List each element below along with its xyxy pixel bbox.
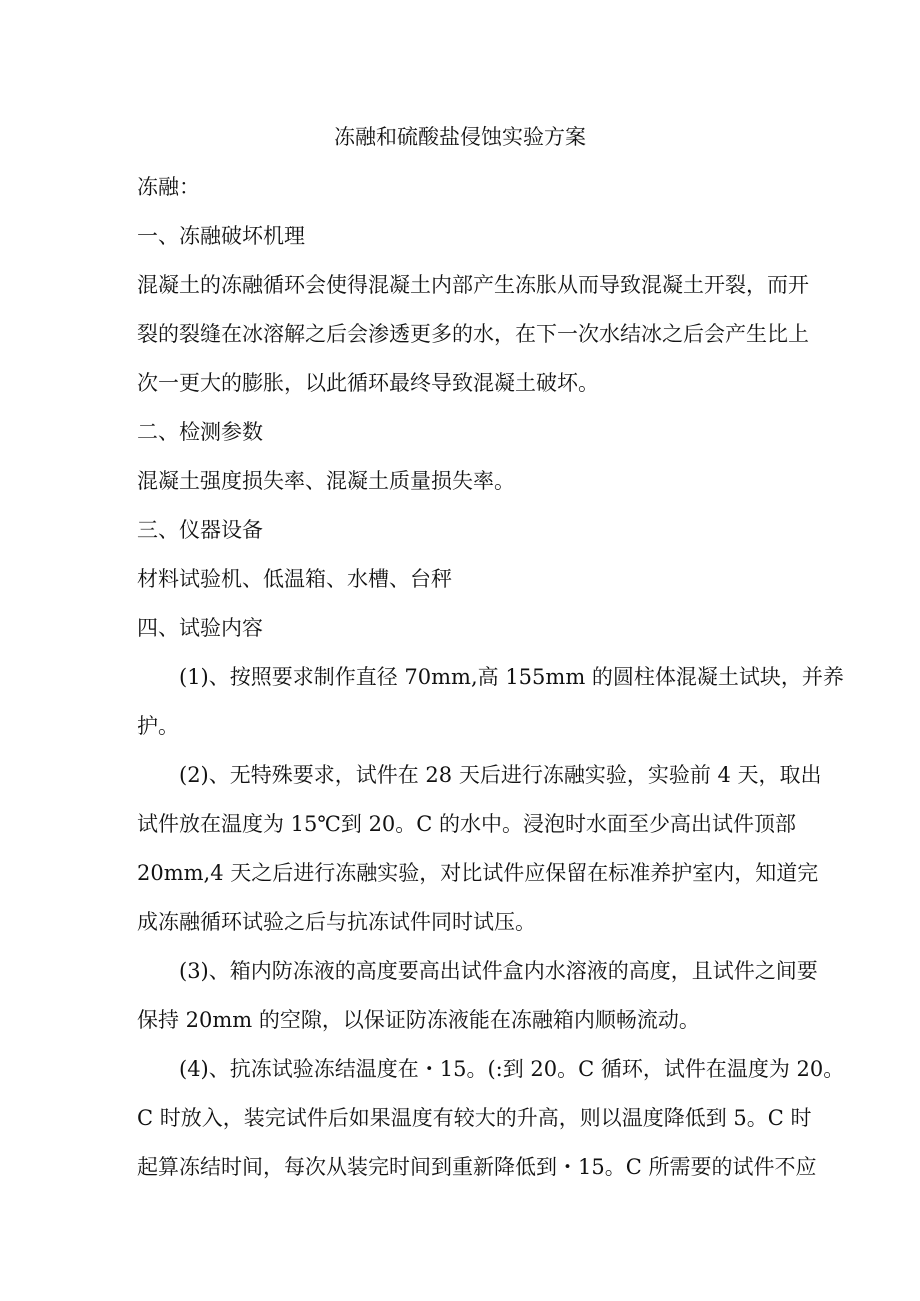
paragraph-line: 20mm,4 天之后进行冻融实验，对比试件应保留在标准养护室内，知道完 <box>137 861 819 885</box>
document-body <box>137 163 845 1192</box>
paragraph-line: 裂的裂缝在冰溶解之后会渗透更多的水，在下一次水结冰之后会产生比上 <box>137 322 809 346</box>
heading-mechanism: 一、冻融破坏机理 <box>137 224 305 248</box>
paragraph-line: (2)、无特殊要求，试件在 28 天后进行冻融实验，实验前 4 天，取出 <box>179 763 822 787</box>
paragraph-line: C 时放入，装完试件后如果温度有较大的升高，则以温度降低到 5。C 时 <box>137 1106 812 1130</box>
paragraph-line: (4)、抗冻试验冻结温度在・15。(:到 20。C 循环，试件在温度为 20。 <box>179 1057 845 1081</box>
paragraph-line: (3)、箱内防冻液的高度要高出试件盒内水溶液的高度，且试件之间要 <box>179 959 818 983</box>
paragraph-line: 次一更大的膨胀，以此循环最终导致混凝土破坏。 <box>137 371 599 395</box>
paragraph-line: 混凝土的冻融循环会使得混凝土内部产生冻胀从而导致混凝土开裂，而开 <box>137 273 809 297</box>
paragraph-line: 成冻融循环试验之后与抗冻试件同时试压。 <box>137 910 536 934</box>
paragraph-line: 材料试验机、低温箱、水槽、台秤 <box>137 567 452 591</box>
heading-content: 四、试验内容 <box>137 616 263 640</box>
section-label-freeze-thaw: 冻融： <box>137 175 200 199</box>
document-title: 冻融和硫酸盐侵蚀实验方案 <box>334 125 586 149</box>
heading-parameters: 二、检测参数 <box>137 420 263 444</box>
paragraph-line: 护。 <box>137 714 179 738</box>
paragraph-line: 起算冻结时间，每次从装完时间到重新降低到・15。C 所需要的试件不应 <box>137 1155 817 1179</box>
paragraph-line: (1)、按照要求制作直径 70mm,高 155mm 的圆柱体混凝土试块，并养 <box>179 665 844 689</box>
heading-equipment: 三、仪器设备 <box>137 518 263 542</box>
paragraph-line: 试件放在温度为 15℃到 20。C 的水中。浸泡时水面至少高出试件顶部 <box>137 812 797 836</box>
paragraph-line: 保持 20mm 的空隙，以保证防冻液能在冻融箱内顺畅流动。 <box>137 1008 700 1032</box>
paragraph-line: 混凝土强度损失率、混凝土质量损失率。 <box>137 469 515 493</box>
